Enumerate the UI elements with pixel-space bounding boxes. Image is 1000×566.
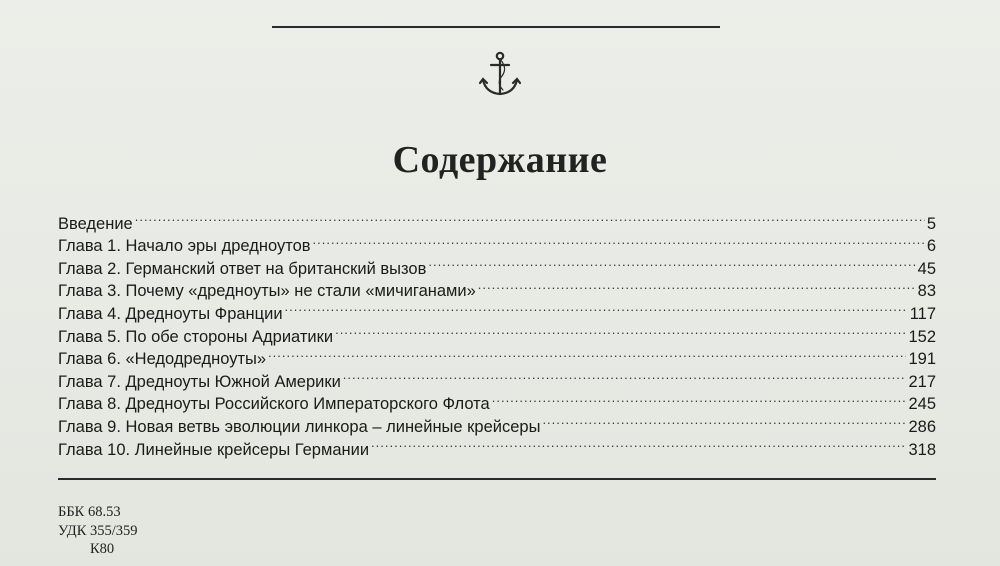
- toc-entry-label: Глава 4. Дредноуты Франции: [58, 304, 283, 323]
- toc-leader-dots: [313, 229, 925, 252]
- toc-entry-label: Глава 2. Германский ответ на британский вызов: [58, 259, 427, 278]
- bbk-code: ББК 68.53: [58, 504, 121, 520]
- bottom-divider: [58, 478, 936, 480]
- toc-entry-label: Глава 6. «Недодредноуты»: [58, 350, 267, 369]
- table-of-contents: [58, 206, 936, 459]
- author-sign-code: К80: [90, 541, 115, 557]
- anchor-icon: [478, 50, 522, 100]
- bibliographic-codes: [58, 503, 138, 559]
- toc-entry-label: Глава 5. По обе стороны Адриатики: [58, 327, 334, 346]
- toc-entry-introduction: [58, 206, 936, 233]
- toc-entry-label: Глава 8. Дредноуты Российского Императорского Флота: [58, 395, 490, 414]
- toc-leader-dots: [285, 296, 908, 319]
- toc-leader-dots: [268, 342, 906, 365]
- toc-entry-label: Введение: [58, 214, 133, 233]
- toc-entry-page: 191: [908, 350, 936, 369]
- page-title: Содержание: [392, 139, 608, 181]
- toc-leader-dots: [542, 409, 906, 432]
- top-divider: [272, 26, 720, 28]
- toc-entry-page: 286: [908, 417, 936, 436]
- toc-entry-label: Глава 10. Линейные крейсеры Германии: [58, 440, 370, 459]
- toc-leader-dots: [343, 364, 907, 387]
- toc-entry-label: Глава 7. Дредноуты Южной Америки: [58, 372, 341, 391]
- toc-entry-page: 45: [917, 259, 936, 278]
- toc-entry-page: 217: [908, 372, 936, 391]
- toc-leader-dots: [478, 274, 916, 297]
- toc-entry-page: 6: [926, 237, 936, 256]
- toc-leader-dots: [428, 251, 915, 274]
- toc-leader-dots: [371, 432, 906, 455]
- toc-leader-dots: [335, 319, 906, 342]
- udk-code: УДК 355/359: [58, 522, 138, 539]
- toc-entry-chapter-1: [58, 229, 936, 256]
- toc-entry-page: 117: [909, 304, 936, 323]
- toc-entry-page: 318: [908, 440, 936, 459]
- toc-entry-page: 245: [908, 395, 936, 414]
- toc-leader-dots: [135, 206, 925, 229]
- toc-entry-label: Глава 9. Новая ветвь эволюции линкора – линейные крейсеры: [58, 417, 541, 436]
- toc-leader-dots: [492, 387, 907, 410]
- toc-entry-label: Глава 1. Начало эры дредноутов: [58, 237, 311, 256]
- toc-entry-page: 152: [908, 327, 936, 346]
- toc-entry-page: 5: [926, 214, 936, 233]
- toc-entry-label: Глава 3. Почему «дредноуты» не стали «мичиганами»: [58, 282, 476, 301]
- toc-entry-page: 83: [917, 282, 936, 301]
